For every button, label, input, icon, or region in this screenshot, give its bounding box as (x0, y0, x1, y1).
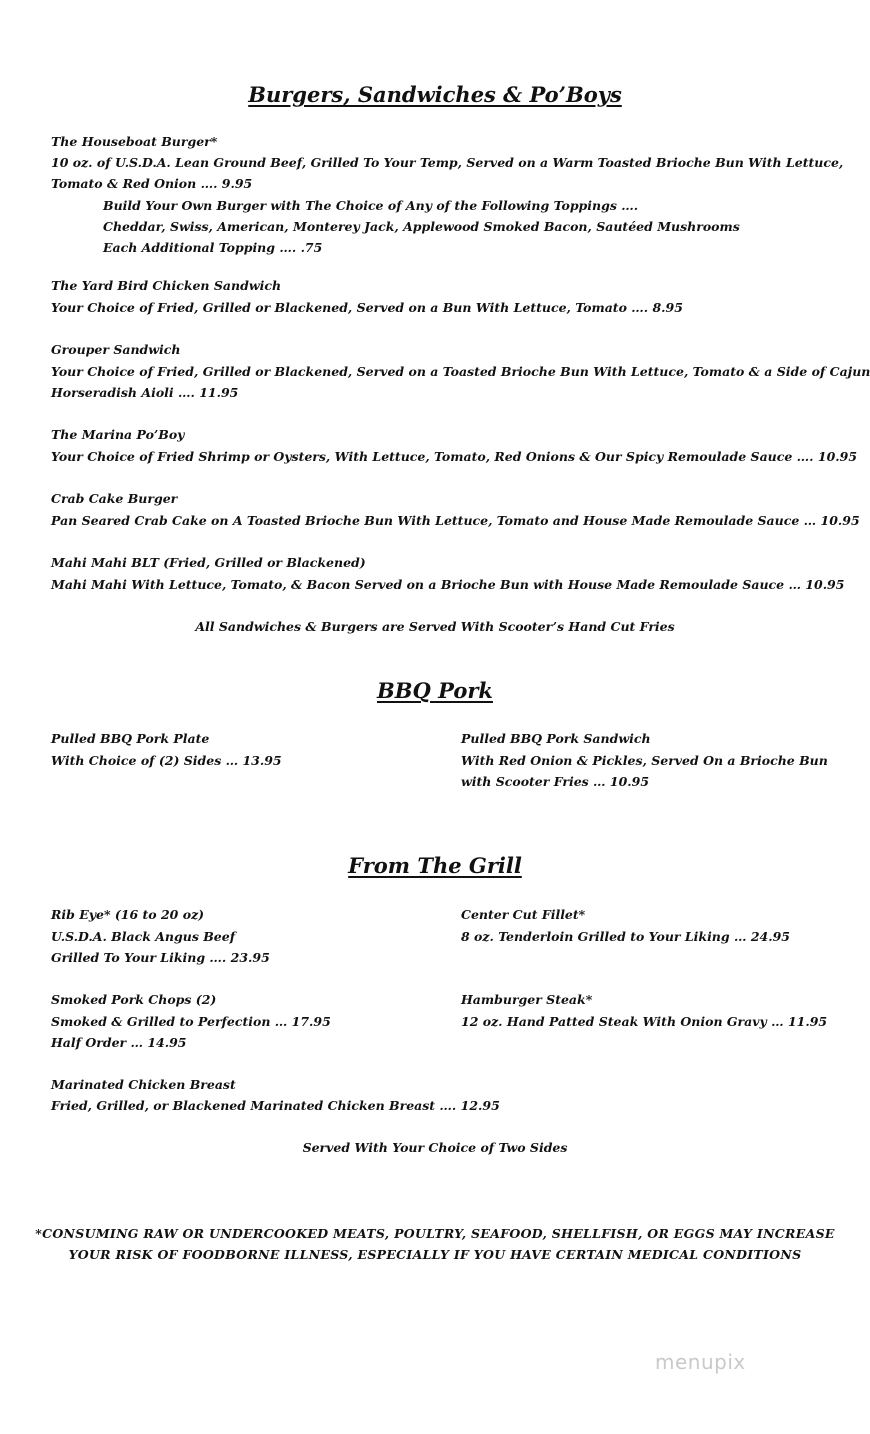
grill-section-title: From The Grill (348, 853, 522, 878)
bbq-pork-plate-name: Pulled BBQ Pork Plate (51, 731, 210, 746)
yardbird-sandwich-desc: Your Choice of Fried, Grilled or Blackened, Served on a Bun With Lettuce, Tomato …. 8.95 (51, 300, 683, 315)
yardbird-sandwich-name: The Yard Bird Chicken Sandwich (51, 278, 282, 293)
crab-cake-burger-name: Crab Cake Burger (51, 491, 178, 506)
grouper-sandwich-name: Grouper Sandwich (51, 342, 181, 357)
crab-cake-burger-desc: Pan Seared Crab Cake on A Toasted Brioche Bun With Lettuce, Tomato and House Made Remoulade Sauce … 10.95 (51, 513, 860, 528)
burger-toppings-list: Cheddar, Swiss, American, Monterey Jack, Applewood Smoked Bacon, Sautéed Mushrooms (103, 219, 740, 234)
grouper-sandwich-desc-2: Horseradish Aioli …. 11.95 (51, 385, 239, 400)
menupix-watermark: menupix (655, 1350, 746, 1374)
marinated-chicken-name: Marinated Chicken Breast (51, 1077, 236, 1092)
mahi-mahi-blt-name: Mahi Mahi BLT (Fried, Grilled or Blackened) (51, 555, 366, 570)
center-cut-fillet-name: Center Cut Fillet* (461, 907, 586, 922)
food-safety-disclaimer-line-2: YOUR RISK OF FOODBORNE ILLNESS, ESPECIALLY IF YOU HAVE CERTAIN MEDICAL CONDITIONS (68, 1247, 802, 1262)
food-safety-disclaimer-line-1: *CONSUMING RAW OR UNDERCOOKED MEATS, POULTRY, SEAFOOD, SHELLFISH, OR EGGS MAY INCREASE (35, 1226, 835, 1241)
bbq-pork-sandwich-name: Pulled BBQ Pork Sandwich (461, 731, 651, 746)
hamburger-steak-desc: 12 oz. Hand Patted Steak With Onion Gravy … 11.95 (461, 1014, 828, 1029)
hamburger-steak-name: Hamburger Steak* (461, 992, 593, 1007)
additional-topping-price: Each Additional Topping …. .75 (103, 240, 323, 255)
center-cut-fillet-desc: 8 oz. Tenderloin Grilled to Your Liking … 24.95 (461, 929, 790, 944)
build-your-own-burger: Build Your Own Burger with The Choice of Any of the Following Toppings …. (103, 198, 639, 213)
smoked-pork-chops-name: Smoked Pork Chops (2) (51, 992, 217, 1007)
houseboat-burger-desc-1: 10 oz. of U.S.D.A. Lean Ground Beef, Grilled To Your Temp, Served on a Warm Toasted Brioche Bun With Lettuce, (51, 155, 844, 170)
grouper-sandwich-desc-1: Your Choice of Fried, Grilled or Blackened, Served on a Toasted Brioche Bun With Lettuce, Tomato & a Side of Cajun (51, 364, 870, 379)
smoked-pork-chops-desc-2: Half Order … 14.95 (51, 1035, 187, 1050)
mahi-mahi-blt-desc: Mahi Mahi With Lettuce, Tomato, & Bacon Served on a Brioche Bun with House Made Remoulade Sauce … 10.95 (51, 577, 845, 592)
bbq-pork-plate-desc: With Choice of (2) Sides … 13.95 (51, 753, 282, 768)
burgers-section-title: Burgers, Sandwiches & Po’Boys (248, 82, 622, 107)
rib-eye-name: Rib Eye* (16 to 20 oz) (51, 907, 205, 922)
marina-poboy-desc: Your Choice of Fried Shrimp or Oysters, With Lettuce, Tomato, Red Onions & Our Spicy Remoulade Sauce …. 10.95 (51, 449, 858, 464)
houseboat-burger-name: The Houseboat Burger* (51, 134, 218, 149)
rib-eye-desc-1: U.S.D.A. Black Angus Beef (51, 929, 236, 944)
marina-poboy-name: The Marina Po’Boy (51, 427, 185, 442)
bbq-pork-sandwich-desc-2: with Scooter Fries … 10.95 (461, 774, 650, 789)
bbq-section-title: BBQ Pork (377, 678, 493, 703)
rib-eye-desc-2: Grilled To Your Liking …. 23.95 (51, 950, 270, 965)
houseboat-burger-desc-2: Tomato & Red Onion …. 9.95 (51, 176, 253, 191)
marinated-chicken-desc: Fried, Grilled, or Blackened Marinated Chicken Breast …. 12.95 (51, 1098, 500, 1113)
bbq-pork-sandwich-desc-1: With Red Onion & Pickles, Served On a Brioche Bun (461, 753, 828, 768)
smoked-pork-chops-desc-1: Smoked & Grilled to Perfection … 17.95 (51, 1014, 331, 1029)
two-sides-note: Served With Your Choice of Two Sides (302, 1140, 568, 1155)
sandwiches-fries-note: All Sandwiches & Burgers are Served With Scooter’s Hand Cut Fries (195, 619, 675, 634)
